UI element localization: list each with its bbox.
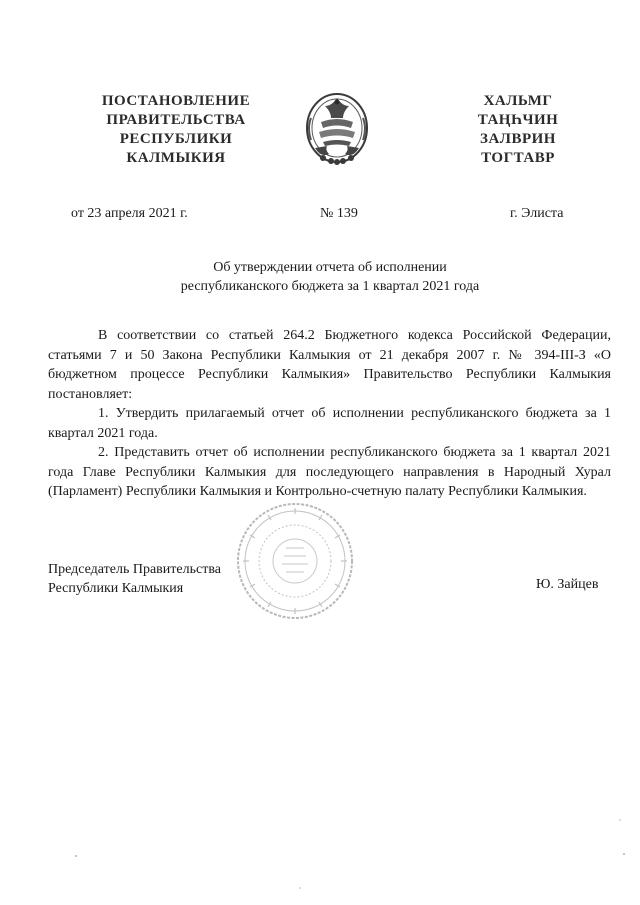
- header-right-line-1: ХАЛЬМГ: [483, 93, 553, 109]
- document-title-line-2: республиканского бюджета за 1 квартал 2021 года: [180, 279, 480, 294]
- document-number: № 139: [320, 206, 358, 221]
- header-right-line-2: ТАҢҺЧИН: [477, 112, 559, 128]
- document-title: [100, 258, 560, 296]
- header-right-line-4: ТОГТАВР: [481, 150, 555, 166]
- signer-position: [48, 560, 221, 598]
- signer-position-line-1: Председатель Правительства: [48, 562, 221, 577]
- document-date: от 23 апреля 2021 г.: [71, 206, 188, 221]
- header-right-block: [458, 92, 578, 168]
- header-left-line-1: ПОСТАНОВЛЕНИЕ: [101, 93, 251, 109]
- body-preamble: В соответствии со статьей 264.2 Бюджетного кодекса Российской Федерации, статьями 7 и 50 Закона Республики Калмыкия от 21 декабря 2007 г. № 394-III-З «О бюджетном процессе Республики Калмыкия» Правительство Республики Калмыкия постановляет:: [48, 328, 611, 402]
- document-title-line-1: Об утверждении отчета об исполнении: [213, 260, 447, 275]
- body-item-1: 1. Утвердить прилагаемый отчет об исполнении республиканского бюджета за 1 квартал 2021 года.: [48, 406, 611, 441]
- signer-name: Ю. Зайцев: [536, 577, 599, 592]
- header-left-line-2: ПРАВИТЕЛЬСТВА: [106, 112, 246, 128]
- official-seal-stamp-icon: [232, 500, 358, 622]
- header-left-line-4: КАЛМЫКИЯ: [126, 150, 226, 166]
- header-right-line-3: ЗАЛВРИН: [480, 131, 556, 147]
- kalmykia-coat-of-arms-icon: [301, 88, 373, 168]
- body-item-2: 2. Представить отчет об исполнении республиканского бюджета за 1 квартал 2021 года Главе Республики Калмыкия для последующего направления в Народный Хурал (Парламент) Республики Калмыкия и Контрольно-счетную палату Республики Калмыкия.: [48, 445, 611, 499]
- header-left-line-3: РЕСПУБЛИКИ: [119, 131, 233, 147]
- document-body: [48, 326, 611, 502]
- signer-position-line-2: Республики Калмыкия: [48, 581, 184, 596]
- header-left-block: [96, 92, 256, 168]
- document-city: г. Элиста: [510, 206, 564, 221]
